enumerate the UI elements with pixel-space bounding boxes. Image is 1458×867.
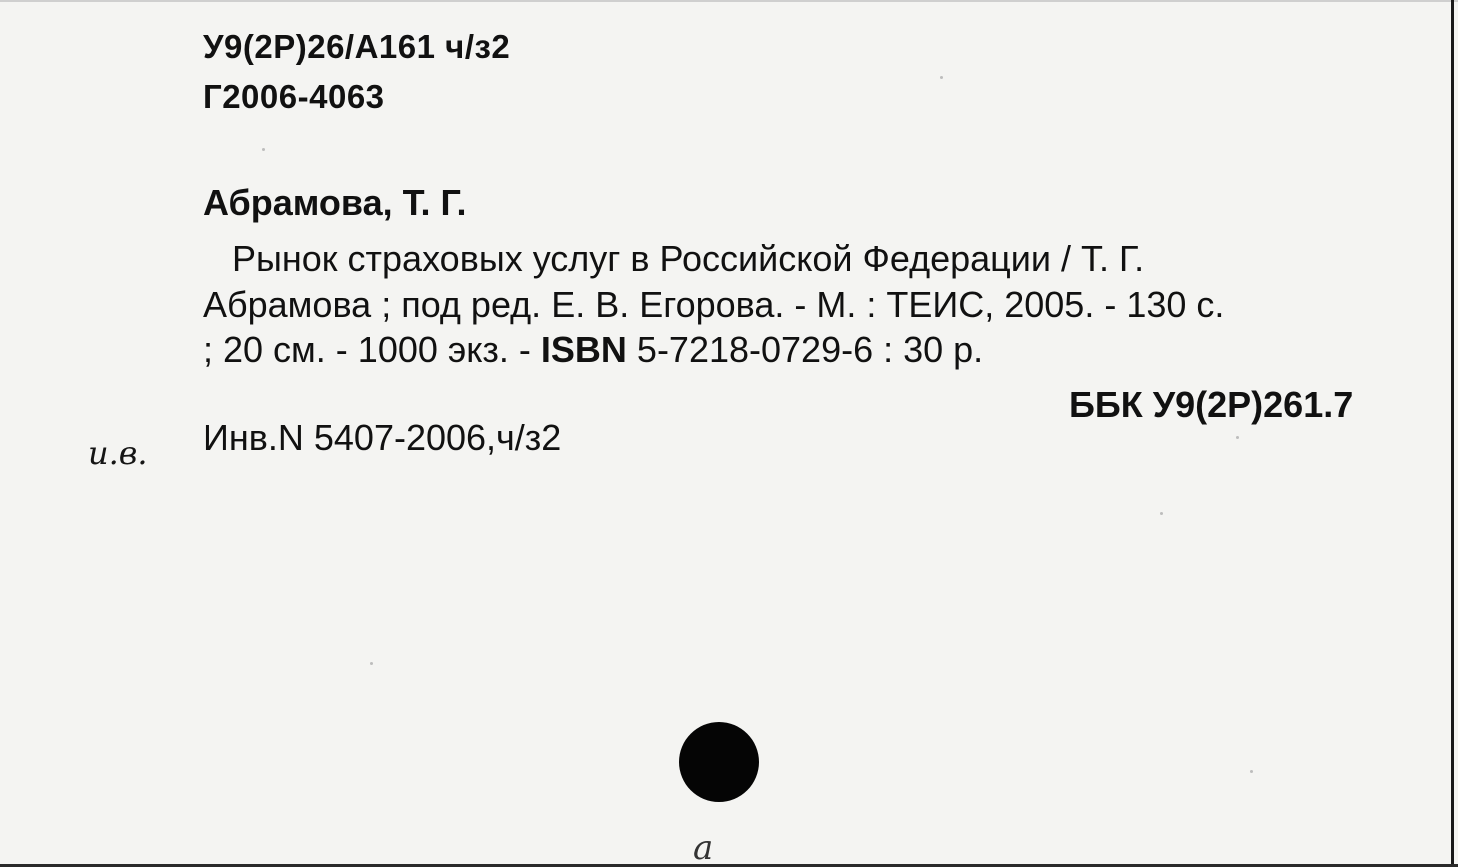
call-number-line-1: У9(2Р)26/А161 ч/з2 [203, 28, 511, 65]
description-line-3-suffix: 5-7218-0729-6 : 30 р. [626, 329, 984, 370]
author-heading: Абрамова, Т. Г. [203, 182, 467, 223]
inventory-number: Инв.N 5407-2006,ч/з2 [203, 417, 562, 458]
description-line-3 [203, 329, 983, 371]
dust-speck [370, 662, 373, 665]
card-top-edge [0, 0, 1458, 2]
dust-speck [940, 76, 943, 79]
description-line-2: Абрамова ; под ред. Е. В. Егорова. - М. : ТЕИС, 2005. - 130 с. [203, 284, 1225, 325]
description-line-3-prefix: ; 20 см. - 1000 экз. - [203, 329, 541, 370]
isbn-label: ISBN [540, 329, 627, 370]
dust-speck [1250, 770, 1253, 773]
description-line-1: Рынок страховых услуг в Российской Федерации / Т. Г. [232, 238, 1145, 279]
dust-speck [262, 148, 265, 151]
handwritten-note-left: и.в. [88, 434, 148, 472]
call-number-line-2: Г2006-4063 [203, 78, 385, 115]
dust-speck [1236, 436, 1239, 439]
dust-speck [1160, 512, 1163, 515]
card-right-edge [1451, 0, 1454, 867]
handwritten-note-bottom: a [693, 828, 714, 867]
punch-hole [679, 722, 759, 802]
bbk-classification: ББК У9(2Р)261.7 [1069, 384, 1354, 425]
